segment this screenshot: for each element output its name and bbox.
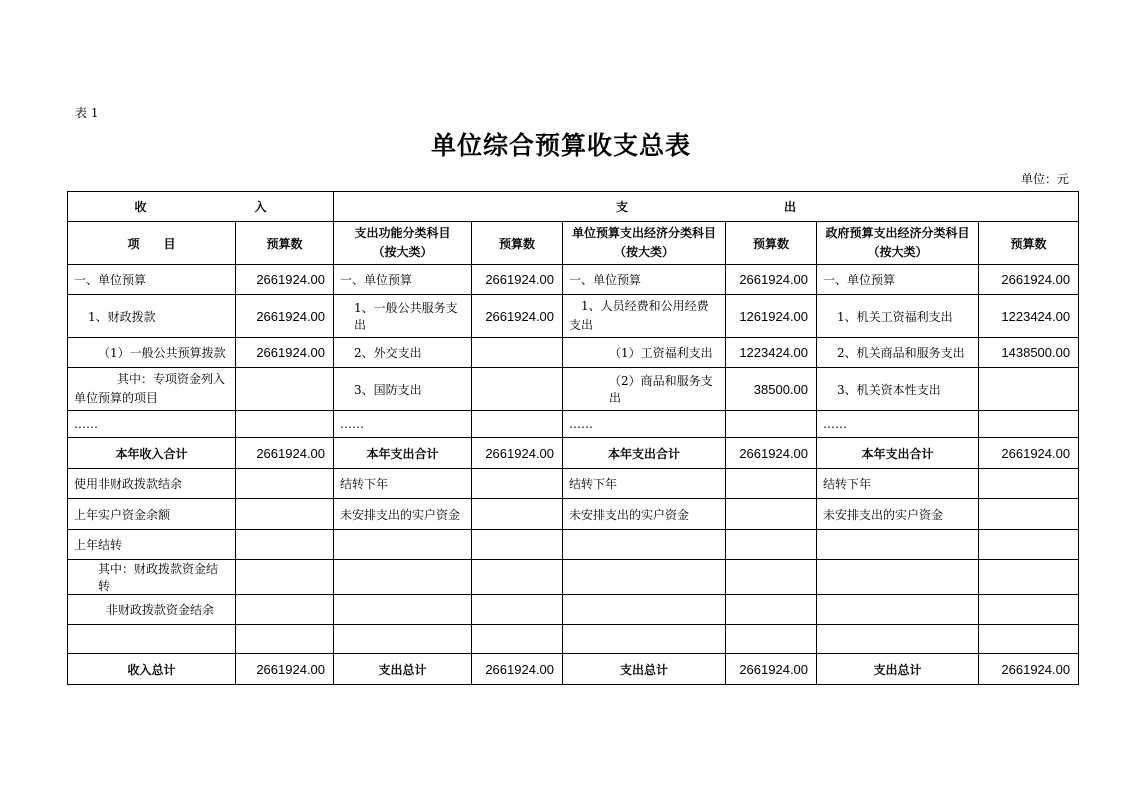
table-row: [68, 338, 1079, 368]
income-item-cell: 一、单位预算: [68, 265, 236, 295]
gov-economic-item-cell: 1、机关工资福利支出: [817, 295, 979, 338]
function-value-cell: [472, 530, 563, 560]
income-item-cell: 收入总计: [68, 654, 236, 685]
income-value-cell: [236, 560, 334, 595]
gov-economic-value-cell: [979, 411, 1079, 438]
income-value-cell: [236, 625, 334, 654]
function-item-cell: [334, 625, 472, 654]
unit-economic-value-cell: 2661924.00: [726, 438, 817, 469]
gov-economic-item-cell: [817, 530, 979, 560]
function-budget-column-header: 预算数: [472, 222, 563, 265]
gov-economic-item-cell: [817, 560, 979, 595]
unit-economic-item-cell: ……: [563, 411, 726, 438]
unit-economic-value-cell: [726, 595, 817, 625]
gov-economic-item-cell: [817, 595, 979, 625]
gov-economic-item-cell: 结转下年: [817, 469, 979, 499]
function-item-cell: 本年支出合计: [334, 438, 472, 469]
function-value-cell: 2661924.00: [472, 438, 563, 469]
gov-economic-header-line2: （按大类）: [867, 245, 928, 259]
unit-economic-value-cell: 38500.00: [726, 368, 817, 411]
column-header-row: [68, 222, 1079, 265]
table-row: [68, 469, 1079, 499]
gov-economic-value-cell: 2661924.00: [979, 265, 1079, 295]
unit-economic-category-column-header: [563, 222, 726, 265]
gov-economic-value-cell: [979, 499, 1079, 530]
function-item-cell: 结转下年: [334, 469, 472, 499]
function-item-cell: 支出总计: [334, 654, 472, 685]
income-item-cell: 使用非财政拨款结余: [68, 469, 236, 499]
unit-economic-item-cell: 支出总计: [563, 654, 726, 685]
gov-economic-value-cell: [979, 530, 1079, 560]
function-item-cell: 未安排支出的实户资金: [334, 499, 472, 530]
income-value-cell: [236, 499, 334, 530]
unit-economic-item-cell: 未安排支出的实户资金: [563, 499, 726, 530]
income-item-cell: ……: [68, 411, 236, 438]
income-value-cell: 2661924.00: [236, 438, 334, 469]
gov-economic-header-line1: 政府预算支出经济分类科目: [825, 226, 970, 240]
unit-economic-item-cell: （1）工资福利支出: [563, 338, 726, 368]
group-header-row: [68, 192, 1079, 222]
function-value-cell: [472, 411, 563, 438]
function-item-cell: 1、一般公共服务支出: [334, 295, 472, 338]
unit-economic-value-cell: [726, 499, 817, 530]
unit-economic-header-line2: （按大类）: [614, 245, 675, 259]
table-row: [68, 295, 1079, 338]
function-item-cell: 2、外交支出: [334, 338, 472, 368]
gov-economic-value-cell: 1438500.00: [979, 338, 1079, 368]
unit-economic-value-cell: 2661924.00: [726, 265, 817, 295]
function-category-header-line1: 支出功能分类科目: [354, 226, 451, 240]
function-value-cell: [472, 625, 563, 654]
function-item-cell: [334, 595, 472, 625]
unit-economic-item-cell: [563, 530, 726, 560]
unit-economic-item-cell: 本年支出合计: [563, 438, 726, 469]
table-row: [68, 438, 1079, 469]
table-row: [68, 411, 1079, 438]
unit-economic-header-line1: 单位预算支出经济分类科目: [572, 226, 717, 240]
gov-economic-budget-column-header: 预算数: [979, 222, 1079, 265]
function-value-cell: 2661924.00: [472, 654, 563, 685]
unit-economic-value-cell: 1223424.00: [726, 338, 817, 368]
gov-economic-item-cell: 未安排支出的实户资金: [817, 499, 979, 530]
unit-economic-item-cell: （2）商品和服务支出: [563, 368, 726, 411]
unit-economic-item-cell: [563, 595, 726, 625]
gov-economic-item-cell: 3、机关资本性支出: [817, 368, 979, 411]
income-value-cell: 2661924.00: [236, 338, 334, 368]
function-value-cell: [472, 368, 563, 411]
unit-economic-value-cell: [726, 411, 817, 438]
table-row: [68, 265, 1079, 295]
unit-economic-value-cell: [726, 469, 817, 499]
unit-economic-item-cell: 一、单位预算: [563, 265, 726, 295]
function-value-cell: [472, 560, 563, 595]
table-row: [68, 595, 1079, 625]
page-title: 单位综合预算收支总表: [430, 131, 691, 160]
unit-economic-item-cell: 结转下年: [563, 469, 726, 499]
income-value-cell: 2661924.00: [236, 654, 334, 685]
income-item-cell: 其中：财政拨款资金结转: [68, 560, 236, 595]
income-item-cell: 上年结转: [68, 530, 236, 560]
unit-label: 单位：元: [1020, 172, 1069, 186]
function-item-cell: 3、国防支出: [334, 368, 472, 411]
function-value-cell: [472, 499, 563, 530]
income-item-cell: 非财政拨款资金结余: [68, 595, 236, 625]
income-value-cell: [236, 411, 334, 438]
income-value-cell: [236, 595, 334, 625]
table-row: [68, 499, 1079, 530]
table-row: [68, 368, 1079, 411]
income-item-cell: 上年实户资金余额: [68, 499, 236, 530]
item-column-header: 项 目: [68, 222, 236, 265]
gov-economic-category-column-header: [817, 222, 979, 265]
gov-economic-item-cell: 一、单位预算: [817, 265, 979, 295]
unit-economic-item-cell: [563, 625, 726, 654]
gov-economic-value-cell: [979, 469, 1079, 499]
unit-economic-item-cell: [563, 560, 726, 595]
function-item-cell: [334, 530, 472, 560]
income-value-cell: [236, 368, 334, 411]
income-value-cell: 2661924.00: [236, 295, 334, 338]
gov-economic-value-cell: 1223424.00: [979, 295, 1079, 338]
unit-economic-budget-column-header: 预算数: [726, 222, 817, 265]
function-category-header-line2: （按大类）: [372, 245, 433, 259]
budget-summary-table: [67, 191, 1079, 685]
gov-economic-item-cell: 本年支出合计: [817, 438, 979, 469]
table-number-label: 表 1: [75, 106, 99, 120]
unit-economic-value-cell: [726, 560, 817, 595]
gov-economic-value-cell: [979, 625, 1079, 654]
function-value-cell: [472, 469, 563, 499]
function-category-column-header: [334, 222, 472, 265]
gov-economic-value-cell: [979, 560, 1079, 595]
gov-economic-value-cell: [979, 368, 1079, 411]
function-item-cell: ……: [334, 411, 472, 438]
unit-economic-value-cell: [726, 530, 817, 560]
function-item-cell: 一、单位预算: [334, 265, 472, 295]
income-item-cell: [68, 625, 236, 654]
unit-economic-value-cell: 2661924.00: [726, 654, 817, 685]
function-value-cell: 2661924.00: [472, 265, 563, 295]
table-row: [68, 654, 1079, 685]
income-item-cell: （1）一般公共预算拨款: [68, 338, 236, 368]
gov-economic-item-cell: ……: [817, 411, 979, 438]
unit-economic-value-cell: 1261924.00: [726, 295, 817, 338]
function-value-cell: 2661924.00: [472, 295, 563, 338]
income-item-cell: 1、财政拨款: [68, 295, 236, 338]
function-value-cell: [472, 595, 563, 625]
table-row: [68, 530, 1079, 560]
income-group-header: 收 入: [68, 192, 334, 222]
table-row: [68, 560, 1079, 595]
unit-economic-item-cell: 1、人员经费和公用经费支出: [563, 295, 726, 338]
gov-economic-item-cell: [817, 625, 979, 654]
income-value-cell: [236, 469, 334, 499]
income-item-cell: 其中：专项资金列入单位预算的项目: [68, 368, 236, 411]
expense-group-header: 支 出: [334, 192, 1079, 222]
gov-economic-item-cell: 2、机关商品和服务支出: [817, 338, 979, 368]
gov-economic-item-cell: 支出总计: [817, 654, 979, 685]
income-budget-column-header: 预算数: [236, 222, 334, 265]
unit-economic-value-cell: [726, 625, 817, 654]
income-item-cell: 本年收入合计: [68, 438, 236, 469]
function-item-cell: [334, 560, 472, 595]
table-row: [68, 625, 1079, 654]
income-value-cell: 2661924.00: [236, 265, 334, 295]
gov-economic-value-cell: [979, 595, 1079, 625]
function-value-cell: [472, 338, 563, 368]
income-value-cell: [236, 530, 334, 560]
gov-economic-value-cell: 2661924.00: [979, 654, 1079, 685]
gov-economic-value-cell: 2661924.00: [979, 438, 1079, 469]
